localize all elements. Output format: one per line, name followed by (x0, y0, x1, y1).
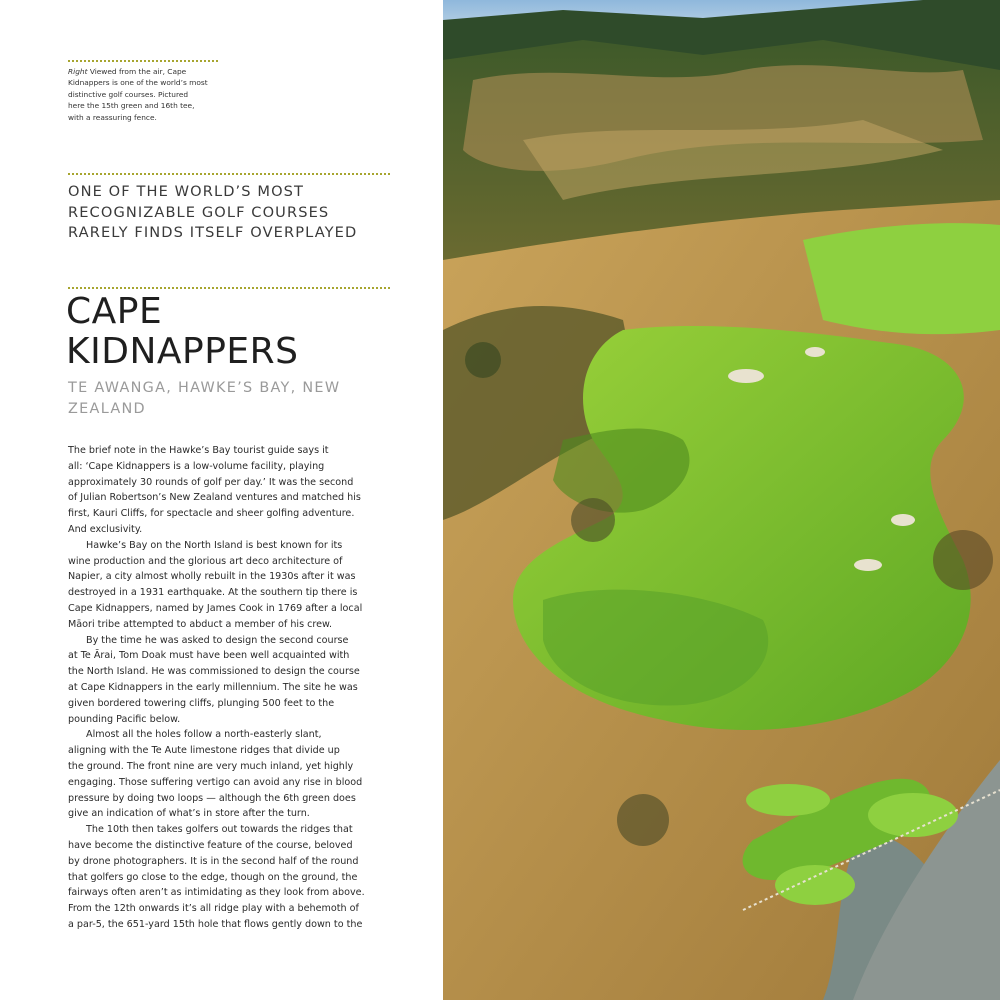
pull-quote-line: ONE OF THE WORLD’S MOST (68, 183, 305, 200)
body-line: approximately 30 rounds of golf per day.’ It was the second (68, 476, 354, 488)
photo-caption (68, 66, 228, 123)
caption-line: Kidnappers is one of the world’s most (68, 78, 208, 88)
body-line: From the 12th onwards it’s all ridge play with a behemoth of (68, 903, 359, 915)
caption-line: distinctive golf courses. Pictured (68, 89, 189, 99)
body-line: The brief note in the Hawke’s Bay tourist guide says it (68, 445, 329, 456)
location-line: TE AWANGA, HAWKE’S BAY, NEW (68, 380, 341, 396)
body-line: the North Island. He was commissioned to design the course (68, 666, 360, 678)
body-line: Hawke’s Bay on the North Island is best known for its (86, 539, 343, 551)
caption-line: with a reassuring fence. (68, 112, 157, 122)
body-line: engaging. Those suffering vertigo can avoid any rise in blood (68, 776, 363, 788)
body-line: at Te Ārai, Tom Doak must have been well acquainted with (68, 650, 350, 662)
body-line: The 10th then takes golfers out towards the ridges that (86, 824, 353, 836)
body-line: pounding Pacific below. (68, 713, 181, 725)
location-line: ZEALAND (68, 400, 146, 417)
pull-quote-divider-bottom (68, 287, 390, 289)
course-location (68, 378, 368, 419)
body-line: the ground. The front nine are very much inland, yet highly (68, 760, 354, 772)
body-line: all: ‘Cape Kidnappers is a low-volume facility, playing (68, 460, 325, 472)
pull-quote (68, 182, 408, 244)
body-line: by drone photographers. It is in the second half of the round (68, 855, 359, 867)
body-line: And exclusivity. (68, 523, 143, 535)
caption-divider (68, 60, 218, 62)
body-line: have become the distinctive feature of the course, beloved (68, 839, 353, 851)
body-line: pressure by doing two loops — although the 6th green does (68, 792, 356, 804)
body-line: that golfers go close to the edge, though on the ground, the (68, 871, 358, 883)
caption-line: here the 15th green and 16th tee, (68, 101, 195, 111)
body-line: given bordered towering cliffs, plunging 500 feet to the (68, 697, 335, 709)
caption-lead: Right (68, 67, 88, 76)
body-line: By the time he was asked to design the second course (86, 634, 349, 646)
photo-illustration (443, 0, 1000, 1000)
body-line: a par-5, the 651-yard 15th hole that flows gently down to the (68, 918, 363, 930)
title-line: KIDNAPPERS (66, 331, 299, 372)
body-line: of Julian Robertson’s New Zealand ventures and matched his (68, 492, 361, 504)
body-line: give an indication of what’s in store after the turn. (68, 808, 310, 820)
article-body (68, 443, 388, 933)
body-line: Almost all the holes follow a north-easterly slant, (86, 729, 322, 741)
body-line: Napier, a city almost wholly rebuilt in the 1930s after it was (68, 571, 356, 583)
body-line: destroyed in a 1931 earthquake. At the southern tip there is (68, 587, 358, 599)
body-line: first, Kauri Cliffs, for spectacle and sheer golfing adventure. (68, 508, 355, 520)
caption-line: Viewed from the air, Cape (87, 67, 187, 76)
pull-quote-line: RARELY FINDS ITSELF OVERPLAYED (68, 224, 358, 242)
body-line: fairways often aren’t as intimidating as they look from above. (68, 887, 365, 899)
aerial-course-photo (443, 0, 1000, 1000)
body-line: aligning with the Te Aute limestone ridges that divide up (68, 745, 340, 757)
body-line: wine production and the glorious art deco architecture of (68, 555, 343, 567)
title-line: CAPE (66, 291, 163, 332)
body-line: at Cape Kidnappers in the early millennium. The site he was (68, 681, 358, 693)
body-line: Cape Kidnappers, named by James Cook in 1769 after a local (68, 602, 363, 614)
pull-quote-divider-top (68, 173, 390, 175)
course-title (66, 292, 406, 372)
pull-quote-line: RECOGNIZABLE GOLF COURSES (68, 203, 330, 221)
body-line: Māori tribe attempted to abduct a member of his crew. (68, 618, 333, 630)
